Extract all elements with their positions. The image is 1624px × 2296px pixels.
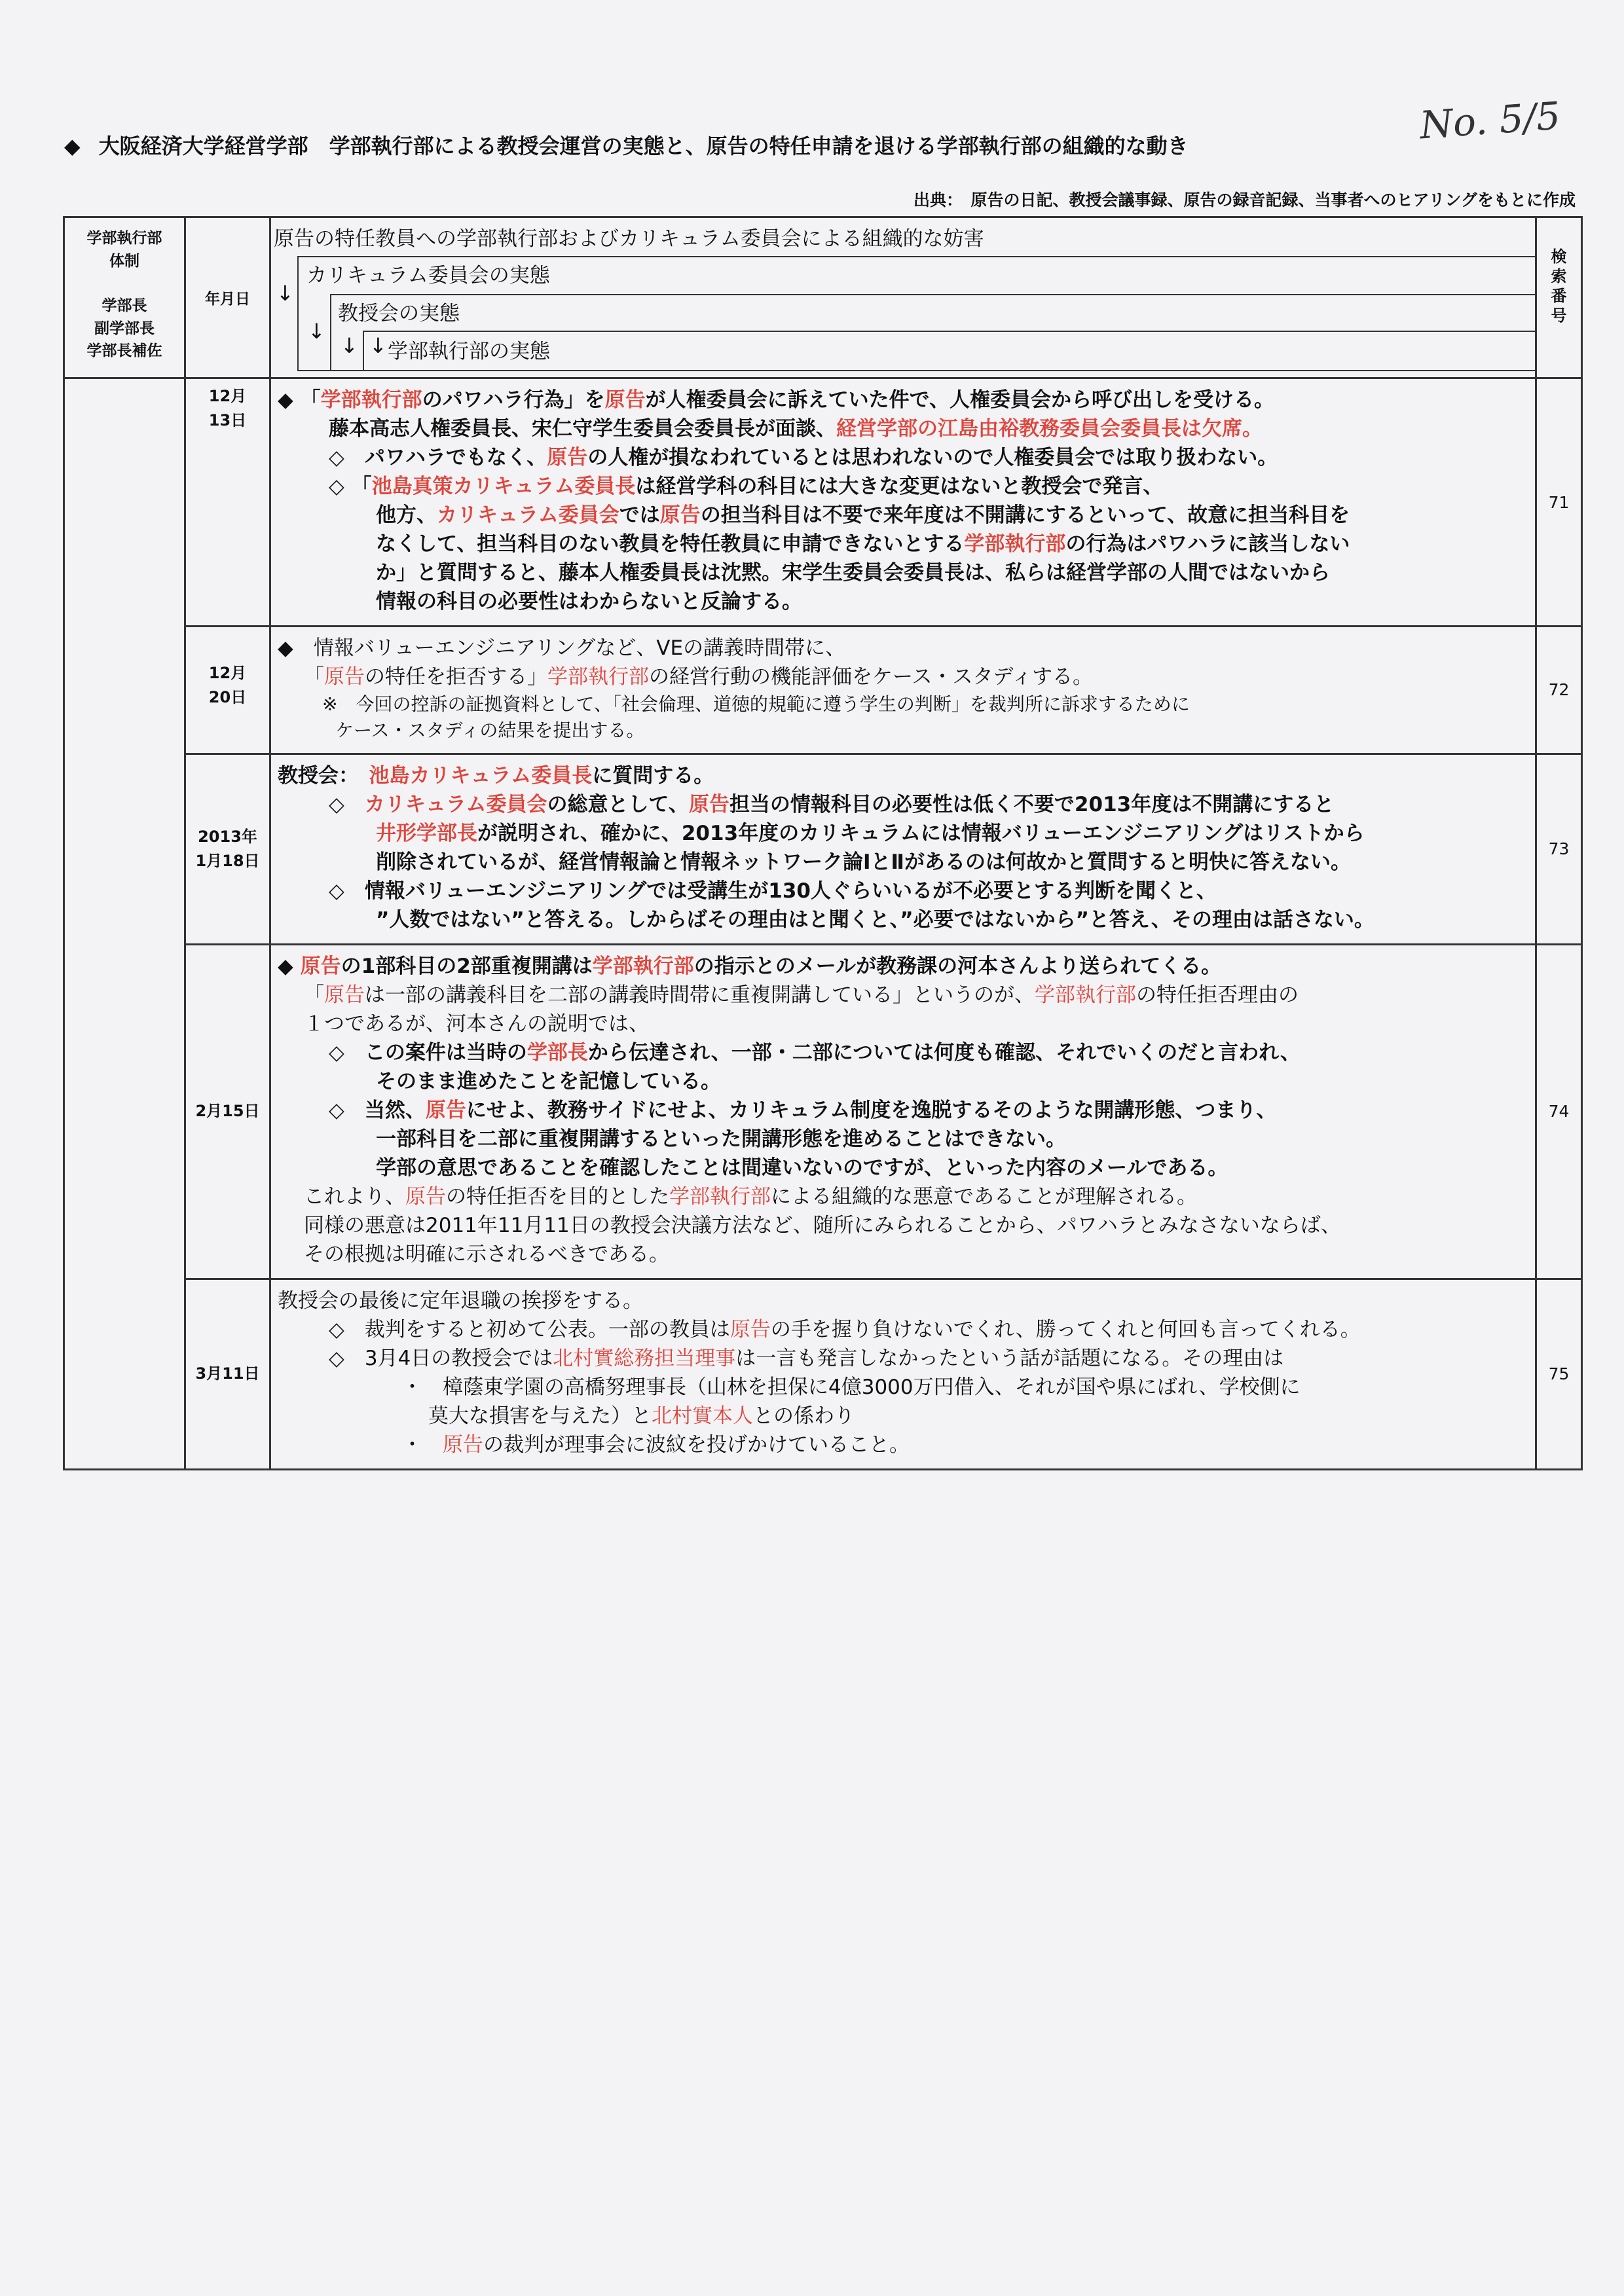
text-segment: は一部の講義科目を二部の講義時間帯に重複開講している」というのが、 [365,983,1035,1007]
highlighted-text: 学部執行部 [320,388,422,412]
entry-line [278,1286,1527,1315]
entry-line [278,1010,1527,1038]
highlighted-text: 学部執行部 [1035,983,1136,1007]
entry-line [278,761,1527,790]
entry-line [278,877,1527,905]
text-segment: ・ 樟蔭東学園の高橋努理事長（山林を担保に4億3000万円借入、それが国や県にばれ、学校側に [402,1375,1301,1399]
entry-date-line: 20日 [208,688,247,707]
text-segment: の手を握り負けないでくれ、勝ってくれと何回も言ってくれる。 [770,1317,1361,1341]
highlighted-text: 北村實本人 [652,1404,753,1428]
entry-content [270,754,1536,944]
highlighted-text: 原告 [443,1433,483,1457]
entry-line [278,1240,1527,1269]
executive-column [64,378,185,1470]
text-segment: の行為はパワハラに該当しない [1065,532,1350,556]
arrow-down-icon: ↓ [276,281,294,306]
highlighted-text: 学部執行部 [964,532,1066,556]
highlighted-text: 学部執行部 [592,954,694,978]
highlighted-text: 学部執行部 [669,1184,771,1209]
text-segment: ”人数ではない”と答える。しからばその理由はと聞くと、”必要ではないから”と答え、その理由は話さない。 [376,907,1375,932]
entry-line [278,663,1527,691]
highlighted-text: 原告 [604,388,646,412]
header-row [64,217,1582,378]
text-segment: ◇ 3月4日の教授会では [329,1346,553,1370]
entry-date-line: 2月15日 [195,1102,260,1121]
entry-line [278,1038,1527,1067]
text-segment: ◆ 情報バリューエンジニアリングなど、VEの講義時間帯に、 [278,636,846,661]
entry-line [278,1430,1527,1459]
text-segment: なくして、担当科目のない教員を特任教員に申請できないとする [376,532,965,556]
entry-search-number: 74 [1536,944,1582,1279]
title-text: 大阪経済大学経営学部 学部執行部による教授会運営の実態と、原告の特任申請を退ける学部執行部の組織的な動き [98,134,1189,158]
text-segment: ◆ 「 [278,388,321,412]
text-segment: は一言も発言しなかったという話が話題になる。その理由は [735,1346,1284,1370]
highlighted-text: 原告 [324,983,365,1007]
highlighted-text: 原告 [729,1317,771,1341]
entry-date [185,754,270,944]
entry-line [278,1373,1527,1402]
text-segment: にせよ、教務サイドにせよ、カリキュラム制度を逸脱するそのような開講形態、つまり、 [466,1098,1277,1122]
header-left-line: 学部執行部 [86,230,162,247]
entry-line [278,981,1527,1010]
highlighted-text: カリキュラム委員会 [364,792,547,816]
entry-line [278,1211,1527,1240]
entry-date-line: 2013年 [198,827,257,846]
entry-line [278,1344,1527,1373]
header-date: 年月日 [185,217,270,378]
entry-date-line: 1月18日 [195,851,260,870]
highlighted-text: 原告 [405,1184,446,1209]
entry-line [278,1315,1527,1344]
text-segment: ※ 今回の控訴の証拠資料として、「社会倫理、道徳的規範に遵う学生の判断」を裁判所に訴求するために [304,693,1190,716]
text-segment: 「 [304,983,324,1007]
highlighted-text: 井形学部長 [376,821,477,845]
timeline-table [63,216,1583,1470]
highlighted-text: 原告 [547,446,588,470]
highlighted-text: 池島カリキュラム委員長 [369,763,593,788]
entry-line [278,819,1527,848]
text-segment: ◇ 「 [329,475,372,499]
header-layers [270,217,1536,378]
header-left-line: 学部長 [101,297,147,314]
text-segment: 担当の情報科目の必要性は低く不要で2013年度は不開講にすると [729,792,1335,816]
text-segment: の1部科目の2部重複開講は [341,954,593,978]
text-segment: の総意として、 [547,792,689,816]
entry-line [278,530,1527,558]
entry-line [278,414,1527,443]
highlighted-text: 池島真策カリキュラム委員長 [371,475,636,499]
text-segment: 一部科目を二部に重複開講するといった開講形態を進めることはできない。 [376,1127,1066,1151]
layer-4-label: 学部執行部の実態 [388,340,550,363]
entry-search-number: 71 [1536,378,1582,627]
text-segment: ケース・スタディの結果を提出する。 [335,719,645,741]
diamond-icon: ◆ [64,134,81,158]
highlighted-text: 原告 [659,503,701,528]
text-segment: に質問する。 [592,763,714,788]
highlighted-text: 原告 [425,1098,466,1122]
entry-date-line: 13日 [208,411,247,430]
entry-row [64,944,1582,1279]
text-segment: 学部の意思であることを確認したことは間違いないのですが、といった内容のメールである。 [376,1156,1228,1180]
entry-search-number: 73 [1536,754,1582,944]
text-segment: から伝達され、一部・二部については何度も確認、それでいくのだと言われ、 [587,1040,1301,1065]
header-left [64,217,185,378]
highlighted-text: 経営学部の江島由裕教務委員会委員長は欠席。 [836,417,1263,441]
text-segment: ◇ パワハラでもなく、 [329,446,547,470]
highlighted-text: 原告 [688,792,729,816]
text-segment: 莫大な損害を与えた）と [428,1404,652,1428]
text-segment: の経営行動の機能評価をケース・スタディする。 [649,665,1093,689]
text-segment: では [619,503,660,528]
entry-date-line: 12月 [208,664,247,683]
text-segment: ◆ [278,954,301,978]
entry-row [64,754,1582,944]
search-char: 番 [1551,287,1567,305]
arrow-down-icon: ↓ [308,319,325,344]
entry-date-line: 3月11日 [195,1364,260,1383]
entry-search-number: 75 [1536,1279,1582,1469]
text-segment: の裁判が理事会に波紋を投げかけていること。 [483,1433,910,1457]
entry-line [278,472,1527,501]
entry-row [64,1279,1582,1469]
arrow-down-icon: ↓ [341,333,358,358]
text-segment: の特任拒否を目的とした [446,1184,669,1209]
entry-content [270,1279,1536,1469]
entry-content [270,378,1536,627]
text-segment: ◇ [329,792,365,816]
text-segment: との係わり [753,1404,855,1428]
highlighted-text: カリキュラム委員会 [437,503,619,528]
entry-line [278,386,1527,414]
text-segment: が人権委員会に訴えていた件で、人権委員会から呼び出しを受ける。 [645,388,1275,412]
entry-line [278,1402,1527,1430]
entry-line [278,1096,1527,1125]
entry-line [278,558,1527,587]
entry-date-line: 12月 [208,387,247,405]
text-segment: の特任拒否理由の [1136,983,1299,1007]
entry-row [64,378,1582,627]
text-segment: 教授会： [278,763,369,788]
text-segment: 藤本高志人権委員長、宋仁守学生委員会委員長が面談、 [329,417,836,441]
entry-line [278,905,1527,934]
entry-line [278,952,1527,981]
header-left-line: 副学部長 [94,319,155,337]
entry-content [270,627,1536,754]
text-segment: の指示とのメールが教務課の河本さんより送られてくる。 [693,954,1222,978]
text-segment: ◇ 当然、 [329,1098,426,1122]
highlighted-text: 原告 [324,665,365,689]
entry-row [64,627,1582,754]
entry-line [278,443,1527,472]
text-segment: 「 [304,665,324,689]
text-segment: は経営学科の科目には大きな変更はないと教授会で発言、 [635,475,1164,499]
text-segment: ◇ 情報バリューエンジニアリングでは受講生が130人ぐらいいるが不必要とする判断を聞くと、 [329,879,1217,903]
search-char: 索 [1551,267,1567,285]
text-segment: そのまま進めたことを記憶している。 [376,1069,721,1093]
entry-line [278,1067,1527,1096]
layer-1-label: 原告の特任教員への学部執行部およびカリキュラム委員会による組織的な妨害 [274,227,984,251]
entry-line [278,1182,1527,1211]
entry-line [278,587,1527,616]
entry-line [278,848,1527,877]
text-segment: 同様の悪意は2011年11月11日の教授会決議方法など、随所にみられることから、パワハラとみなさないならば、 [304,1213,1341,1237]
header-left-line: 体制 [109,252,139,270]
text-segment: これより、 [304,1184,405,1209]
text-segment: か」と質問すると、藤本人権委員長は沈黙。宋学生委員会委員長は、私らは経営学部の人間ではないから [376,561,1330,585]
header-left-line: 学部長補佐 [86,342,162,359]
entry-date [185,627,270,754]
entry-line [278,790,1527,819]
layer-2-label: カリキュラム委員会の実態 [306,264,550,287]
entry-line [278,501,1527,530]
highlighted-text: 北村實総務担当理事 [553,1346,736,1370]
text-segment: ◇ 裁判をすると初めて公表。一部の教員は [329,1317,730,1341]
text-segment: 情報の科目の必要性はわからないと反論する。 [376,590,802,614]
text-segment: 教授会の最後に定年退職の挨拶をする。 [278,1288,643,1313]
highlighted-text: 学部執行部 [547,665,649,689]
text-segment: 他方、 [376,503,437,528]
text-segment: による組織的な悪意であることが理解される。 [771,1184,1197,1209]
text-segment: ・ [402,1433,443,1457]
entry-search-number: 72 [1536,627,1582,754]
text-segment: のパワハラ行為」を [422,388,605,412]
entry-content [270,944,1536,1279]
text-segment: の人権が損なわれているとは思われないので人権委員会では取り扱わない。 [587,446,1278,470]
entry-line [278,634,1527,663]
text-segment: その根拠は明確に示されるべきである。 [304,1242,669,1266]
header-search-number [1536,217,1582,378]
page-title [64,130,1189,160]
search-char: 検 [1551,247,1567,266]
text-segment: の担当科目は不要で来年度は不開講にするといって、故意に担当科目を [700,503,1350,528]
text-segment: 削除されているが、経営情報論と情報ネットワーク論ⅠとⅡがあるのは何故かと質問すると明快に答えない。 [376,850,1351,874]
page-number: No. 5/5 [1418,93,1562,148]
text-segment: １つであるが、河本さんの説明では、 [304,1011,649,1036]
highlighted-text: 原告 [300,954,341,978]
text-segment: の特任を拒否する」 [365,665,547,689]
arrow-down-icon: ↓ [369,333,387,358]
source-note: 出典： 原告の日記、教授会議事録、原告の録音記録、当事者へのヒアリングをもとに作成 [913,191,1576,210]
entry-line [278,718,1527,744]
entry-date [185,944,270,1279]
entry-date [185,1279,270,1469]
text-segment: が説明され、確かに、2013年度のカリキュラムには情報バリューエンジニアリングはリストから [477,821,1365,845]
highlighted-text: 学部長 [526,1040,588,1065]
entry-line [278,691,1527,718]
entry-line [278,1125,1527,1154]
layer-3-label: 教授会の実態 [338,302,460,325]
search-char: 号 [1551,306,1567,325]
text-segment: ◇ この案件は当時の [329,1040,527,1065]
entry-line [278,1154,1527,1182]
entry-date [185,378,270,627]
